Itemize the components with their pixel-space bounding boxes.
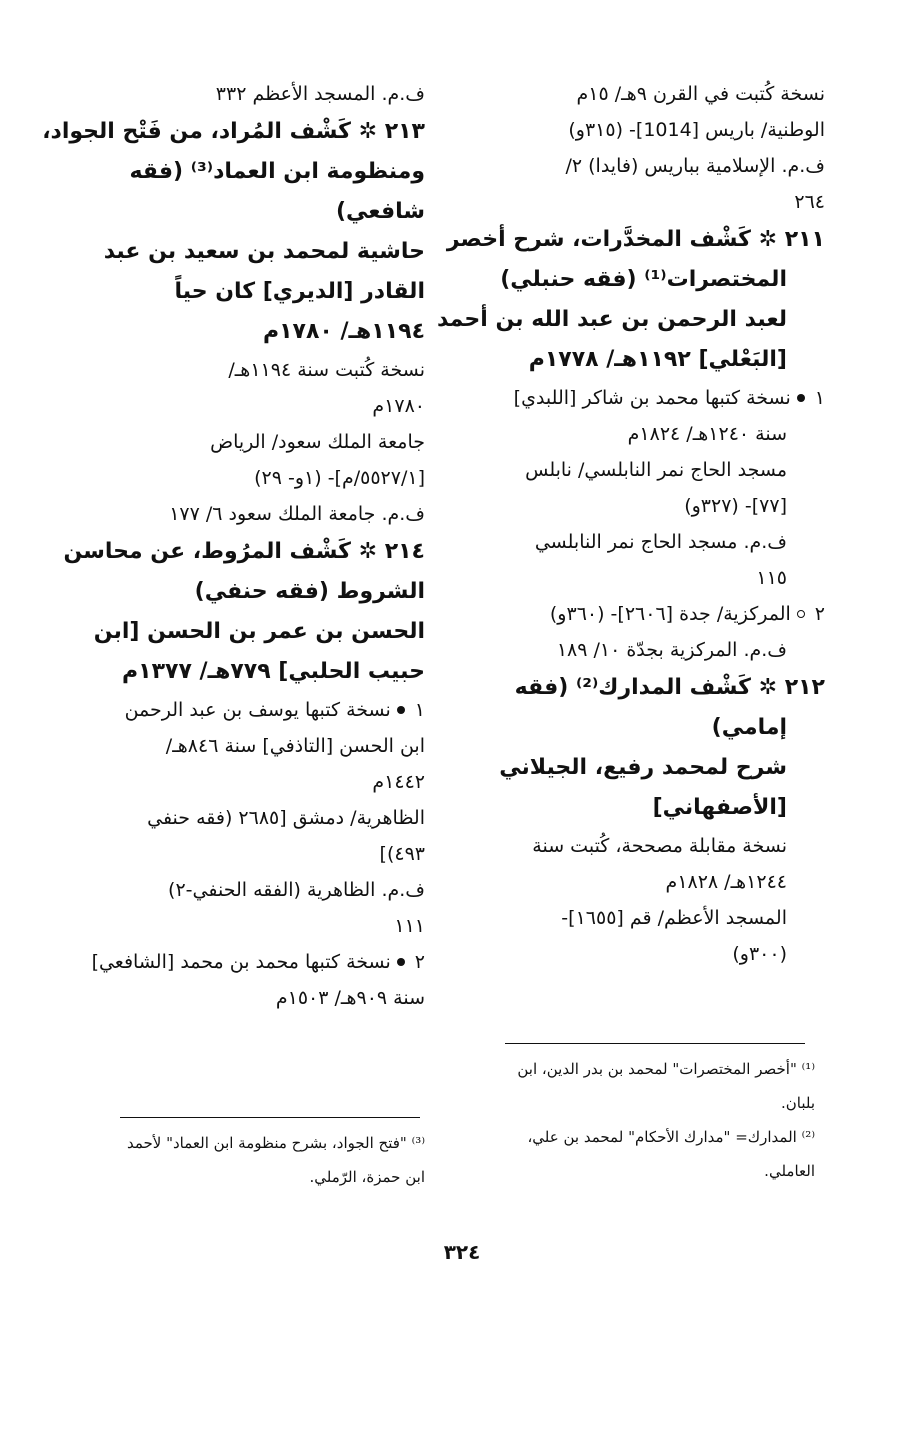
right-column <box>436 76 825 972</box>
item-line: ابن الحسن [التاذفي] سنة ٨٤٦هـ/ <box>165 735 425 757</box>
entry-213-author: القادر [الديري] كان حياً <box>174 279 425 304</box>
item-line: ٤٩٣)] <box>379 843 425 865</box>
footnote-line: بلبان. <box>780 1094 815 1112</box>
entry-line: المسجد الأعظم/ قم [١٦٥٥]- <box>561 907 787 929</box>
footnote-line: ⁽¹⁾ "أخصر المختصرات" لمحمد بن بدر الدين، ابن <box>517 1060 815 1078</box>
right-footnotes <box>455 1052 815 1188</box>
entry-211-author: لعبد الرحمن بن عبد الله بن أحمد <box>436 307 787 332</box>
entry-214-item-2 <box>80 944 425 980</box>
entry-213-author: حاشية لمحمد بن سعيد بن عبد <box>103 239 425 264</box>
item-line: [٧٧]- (٣٢٧و) <box>684 495 787 517</box>
entry-line: نسخة مقابلة مصححة، كُتبت سنة <box>532 835 787 857</box>
entry-213-title: ٢١٣ ✲ كَشْف المُراد، من فَتْح الجواد، <box>42 119 425 144</box>
item-line: الظاهرية/ دمشق [٢٦٨٥ (فقه حنفي <box>147 807 425 829</box>
entry-line: نسخة كُتبت سنة ١١٩٤هـ/ <box>228 359 425 381</box>
item-text: نسخة كتبها يوسف بن عبد الرحمن <box>124 699 391 721</box>
item-number: ١ <box>414 699 425 721</box>
entry-214-author: الحسن بن عمر بن الحسن [ابن <box>93 619 425 644</box>
entry-213-title: شافعي) <box>335 199 425 224</box>
entry-214-title: الشروط (فقه حنفي) <box>194 579 425 604</box>
footnote-line: ⁽²⁾ المدارك= "مدارك الأحكام" لمحمد بن علي، <box>527 1128 815 1146</box>
left-footnotes <box>90 1126 425 1194</box>
entry-line: ١٧٨٠م <box>372 395 425 417</box>
item-line: ف.م. مسجد الحاج نمر النابلسي <box>534 531 787 553</box>
continuation-line: الوطنية/ باريس [1014]- (٣١٥و) <box>568 119 825 141</box>
item-line: ١١١ <box>394 915 425 937</box>
footnote-line: ابن حمزة، الرّملي. <box>309 1168 425 1186</box>
item-text: نسخة كتبها محمد بن شاكر [اللبدي] <box>513 387 791 409</box>
continuation-line: ف.م. المسجد الأعظم ٣٣٢ <box>215 83 425 105</box>
entry-212-title: إمامي) <box>711 715 787 740</box>
item-number: ٢ <box>414 951 425 973</box>
bullet-icon <box>797 394 805 402</box>
item-line: سنة ١٢٤٠هـ/ ١٨٢٤م <box>627 423 787 445</box>
item-text: نسخة كتبها محمد بن محمد [الشافعي] <box>91 951 391 973</box>
entry-214-author: حبيب الحلبي] ٧٧٩هـ/ ١٣٧٧م <box>122 659 425 684</box>
entry-211-title: ٢١١ ✲ كَشْف المخدَّرات، شرح أخصر <box>446 227 825 252</box>
item-number: ١ <box>814 387 825 409</box>
entry-211-author: [البَعْلي] ١١٩٢هـ/ ١٧٧٨م <box>528 347 787 372</box>
item-line: ف.م. الظاهرية (الفقه الحنفي-٢) <box>168 879 425 901</box>
entry-line: ١٢٤٤هـ/ ١٨٢٨م <box>665 871 787 893</box>
entry-213-title: ومنظومة ابن العماد⁽³⁾ (فقه <box>129 159 425 184</box>
item-line: ١٤٤٢م <box>372 771 425 793</box>
entry-214-title: ٢١٤ ✲ كَشْف المرُوط، عن محاسن <box>63 539 425 564</box>
item-line: ١١٥ <box>756 567 787 589</box>
entry-211-item-1 <box>465 380 825 416</box>
entry-212-author: [الأصفهاني] <box>652 795 787 820</box>
entry-line: ف.م. جامعة الملك سعود ٦/ ١٧٧ <box>169 503 425 525</box>
footnote-divider <box>120 1117 420 1118</box>
footnote-line: ⁽³⁾ "فتح الجواد، بشرح منظومة ابن العماد" لأحمد <box>126 1134 425 1152</box>
page-number: ٣٢٤ <box>443 1240 481 1264</box>
footnote-line: العاملي. <box>764 1162 815 1180</box>
continuation-line: ٢٦٤ <box>794 191 825 213</box>
bullet-icon <box>397 706 405 714</box>
entry-line: [٥٥٢٧/١/م]- (١و- ٢٩) <box>254 467 425 489</box>
entry-212-author: شرح لمحمد رفيع، الجيلاني <box>499 755 787 780</box>
continuation-line: ف.م. الإسلامية بباريس (فايدا) ٢/ <box>565 155 825 177</box>
entry-213-author: ١١٩٤هـ/ ١٧٨٠م <box>262 319 425 344</box>
left-column <box>42 76 425 1016</box>
item-line: مسجد الحاج نمر النابلسي/ نابلس <box>525 459 787 481</box>
item-text: المركزية/ جدة [٢٦٠٦]- (٣٦٠و) <box>549 603 791 625</box>
hollow-bullet-icon <box>797 610 805 618</box>
item-number: ٢ <box>814 603 825 625</box>
footnote-divider <box>505 1043 805 1044</box>
entry-212-title: ٢١٢ ✲ كَشْف المدارك⁽²⁾ (فقه <box>514 675 825 700</box>
bullet-icon <box>397 958 405 966</box>
continuation-line: نسخة كُتبت في القرن ٩هـ/ ١٥م <box>576 83 825 105</box>
item-line: ف.م. المركزية بجدّة ١٠/ ١٨٩ <box>556 639 787 661</box>
item-line: سنة ٩٠٩هـ/ ١٥٠٣م <box>275 987 425 1009</box>
entry-211-title: المختصرات⁽¹⁾ (فقه حنبلي) <box>500 267 787 292</box>
entry-line: جامعة الملك سعود/ الرياض <box>210 431 425 453</box>
entry-211-item-2 <box>465 596 825 632</box>
entry-214-item-1 <box>80 692 425 728</box>
entry-line: (٣٠٠و) <box>732 943 787 965</box>
